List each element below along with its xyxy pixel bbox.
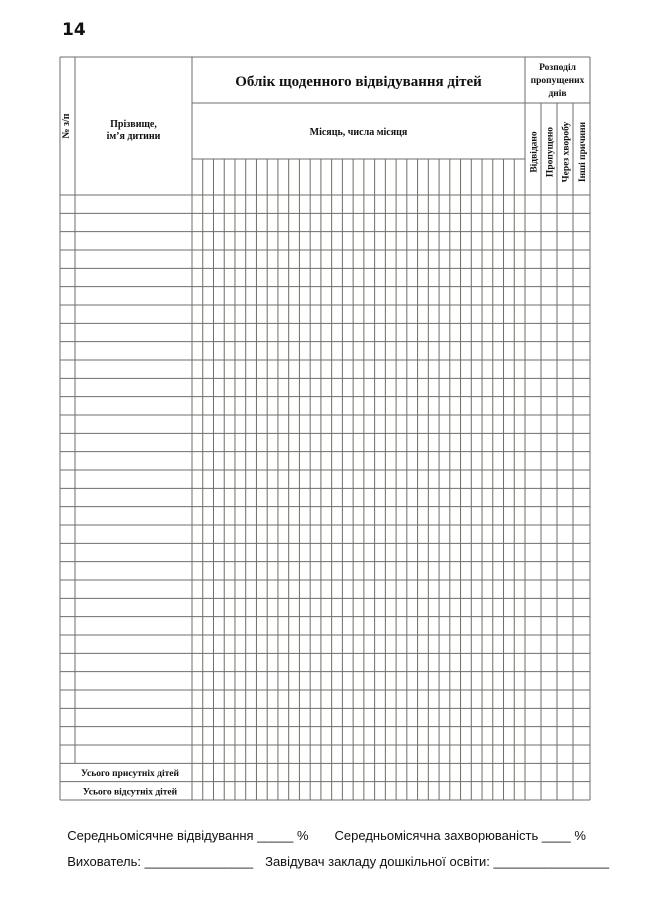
missed-header: Пропущено bbox=[545, 126, 556, 178]
total-present-label: Усього присутніх дітей bbox=[81, 769, 179, 779]
total-absent-label: Усього відсутніх дітей bbox=[82, 787, 178, 798]
avg-attendance-label: Середньомісячне відвідування _____ % bbox=[67, 828, 309, 843]
attended-header: Відвідано bbox=[529, 131, 540, 173]
other-reasons-header: Інші причини bbox=[578, 121, 588, 183]
month-header: Місяць, числа місяця bbox=[309, 127, 408, 138]
breakdown-header-line-3: днів bbox=[548, 89, 567, 99]
page-number: 14 bbox=[62, 20, 86, 40]
breakdown-header-line-1: Розподіл bbox=[539, 63, 576, 73]
footer-signatures-row bbox=[60, 839, 609, 869]
breakdown-header-line-2: пропущених bbox=[530, 76, 585, 86]
head-signature-label: Завідувач закладу дошкільної освіти: ________________ bbox=[265, 854, 610, 869]
table-title: Облік щоденного відвідування дітей bbox=[235, 74, 482, 90]
name-header-line-1: Прізвище, bbox=[110, 119, 157, 130]
illness-header: Через хворобу bbox=[561, 121, 572, 183]
avg-illness-label: Середньомісячна захворюваність ____ % bbox=[334, 828, 586, 843]
number-header: № з/п bbox=[61, 113, 72, 139]
teacher-signature-label: Вихователь: _______________ bbox=[67, 854, 254, 869]
name-header-line-2: ім’я дитини bbox=[106, 131, 161, 142]
